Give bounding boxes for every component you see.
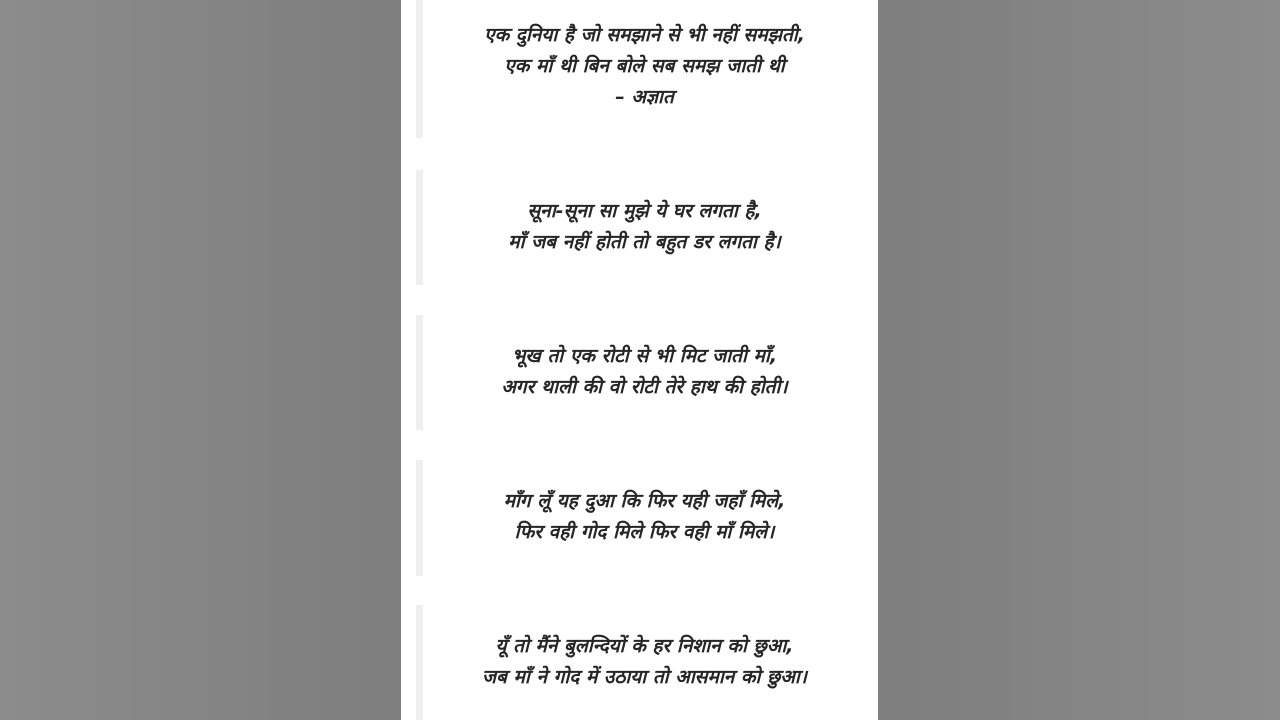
quote-block [401, 605, 878, 720]
quote-bar [416, 0, 423, 138]
quote-line: भूख तो एक रोटी से भी मिट जाती माँ, [511, 345, 778, 367]
quote-line: माँग लूँ यह दुआ कि फिर यही जहाँ मिले, [503, 490, 786, 512]
quote-block [401, 315, 878, 430]
quote-page [401, 0, 878, 720]
quote-text [431, 20, 858, 113]
quote-line: यूँ तो मैंने बुलन्दियों के हर निशान को छुआ, [495, 635, 794, 657]
quote-line: सूना-सूना सा मुझे ये घर लगता है, [527, 200, 762, 222]
quote-block [401, 460, 878, 576]
quote-bar [416, 605, 423, 720]
quote-text [431, 341, 858, 403]
quote-bar [416, 315, 423, 430]
quote-line: एक दुनिया है जो समझाने से भी नहीं समझती, [484, 24, 805, 46]
quote-line: अगर थाली की वो रोटी तेरे हाथ की होती। [501, 376, 788, 398]
quote-text [431, 631, 858, 693]
quote-line: माँ जब नहीं होती तो बहुत डर लगता है। [508, 231, 781, 253]
quote-bar [416, 460, 423, 576]
quote-text [431, 196, 858, 258]
quote-block [401, 0, 878, 140]
quote-text [431, 486, 858, 548]
quote-attribution: – अज्ञात [615, 86, 674, 108]
quote-line: जब माँ ने गोद में उठाया तो आसमान को छुआ। [482, 666, 807, 688]
quote-block [401, 170, 878, 285]
quote-line: एक माँ थी बिन बोले सब समझ जाती थी [504, 55, 785, 77]
quote-bar [416, 170, 423, 285]
quote-line: फिर वही गोद मिले फिर वही माँ मिले। [514, 521, 775, 543]
